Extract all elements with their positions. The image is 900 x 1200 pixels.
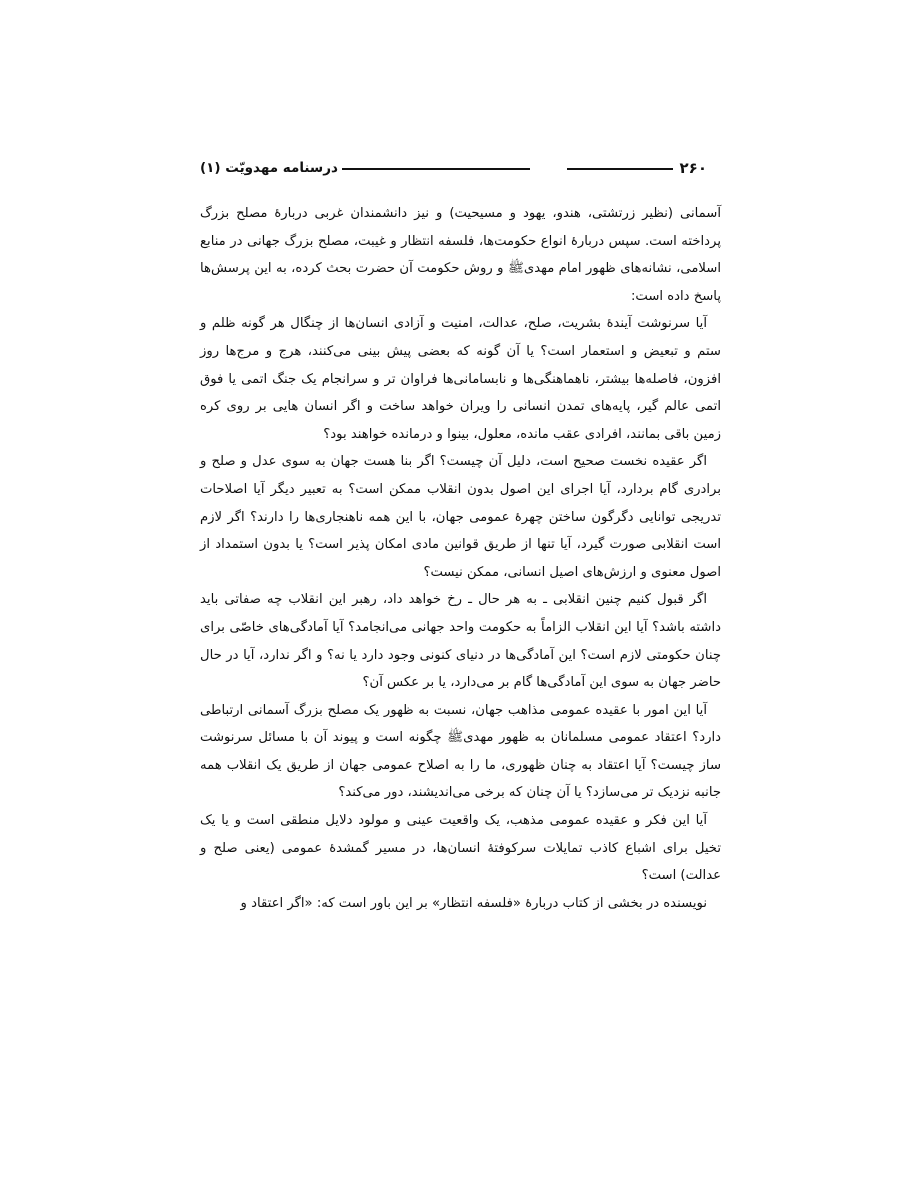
header-rule-short [567,168,673,170]
paragraph: اگر قبول کنیم چنین انقلابی ـ به هر حال ـ رخ خواهد داد، رهبر این انقلاب چه صفاتی باید داشته باشد؟ آیا این انقلاب الزاماً به حکومت واحد جهانی می‌انجامد؟ آیا آمادگی‌های خاصّی برای چنان حکومتی لازم است؟ این آمادگی‌ها در دنیای کنونی وجود دارد یا نه؟ و اگر ندارد، آیا در حال حاضر جهان به سوی این آمادگی‌ها گام بر می‌دارد، یا بر عکس آن؟ [200,592,721,691]
paragraph: آسمانی (نظیر زرتشتی، هندو، یهود و مسیحیت) و نیز دانشمندان غربی دربارهٔ مصلح بزرگ پرداخته است. سپس دربارهٔ انواع حکومت‌ها، فلسفه انتظار و غیبت، مصلح بزرگ جهانی در منابع اسلامی، نشانه‌های ظهور امام مهدی‌ﷺ و روش حکومت آن حضرت بحث کرده، به این پرسش‌ها پاسخ داده است: [200,206,721,304]
running-title: درسنامه مهدویّت (۱) [200,160,338,176]
header-rule-long [342,168,530,170]
paragraph: آیا این امور با عقیده عمومی مذاهب جهان، نسبت به ظهور یک مصلح بزرگ آسمانی ارتباطی دارد؟ اعتقاد عمومی مسلمانان به ظهور مهدی‌ﷺ چگونه است و پیوند آن با مسائل سرنوشت ساز چیست؟ آیا اعتقاد به چنان ظهوری، ما را به اصلاح عمومی جهان از طریق یک انقلاب همه جانبه نزدیک تر می‌سازد؟ یا آن چنان که برخی می‌اندیشند، دور می‌کند؟ [200,702,721,801]
paragraph: اگر عقیده نخست صحیح است، دلیل آن چیست؟ اگر بنا هست جهان به سوی عدل و صلح و برادری گام بردارد، آیا اجرای این اصول بدون انقلاب ممکن است؟ به تعبیر دیگر آیا اصلاحات تدریجی توانایی دگرگون ساختن چهرهٔ عمومی جهان، با این همه ناهنجاری‌ها را دارند؟ اگر لازم است انقلابی صورت گیرد، آیا تنها از طریق قوانین مادی امکان پذیر است؟ یا بدون استمداد از اصول معنوی و ارزش‌های اصیل انسانی، ممکن نیست؟ [200,454,721,580]
paragraph: آیا این فکر و عقیده عمومی مذهب، یک واقعیت عینی و مولود دلایل منطقی است و یا یک تخیل برای اشباع کاذب تمایلات سرکوفتهٔ انسان‌ها، در مسیر گمشدهٔ عمومی (یعنی صلح و عدالت) است؟ [200,813,721,884]
paragraph: نویسنده در بخشی از کتاب دربارهٔ «فلسفه انتظار» بر این باور است که: «اگر اعتقاد و [240,895,707,911]
paragraph: آیا سرنوشت آیندهٔ بشریت، صلح، عدالت، امنیت و آزادی انسان‌ها از چنگال هر گونه ظلم و ستم و تبعیض و استعمار است؟ یا آن گونه که بعضی پیش بینی می‌کنند، هرج و مرج‌ها روز افزون، فاصله‌ها بیشتر، ناهماهنگی‌ها و نابسامانی‌ها فراوان تر و سرانجام یک جنگ اتمی یا فوق اتمی عالم گیر، پایه‌های تمدن انسانی را ویران خواهد ساخت و اگر انسان هایی بر روی کره زمین باقی بمانند، افرادی عقب مانده، معلول، بینوا و درمانده خواهند بود؟ [200,316,721,442]
body-text [200,200,721,917]
page-number: ۲۶۰ [679,159,707,177]
running-header [200,156,707,184]
